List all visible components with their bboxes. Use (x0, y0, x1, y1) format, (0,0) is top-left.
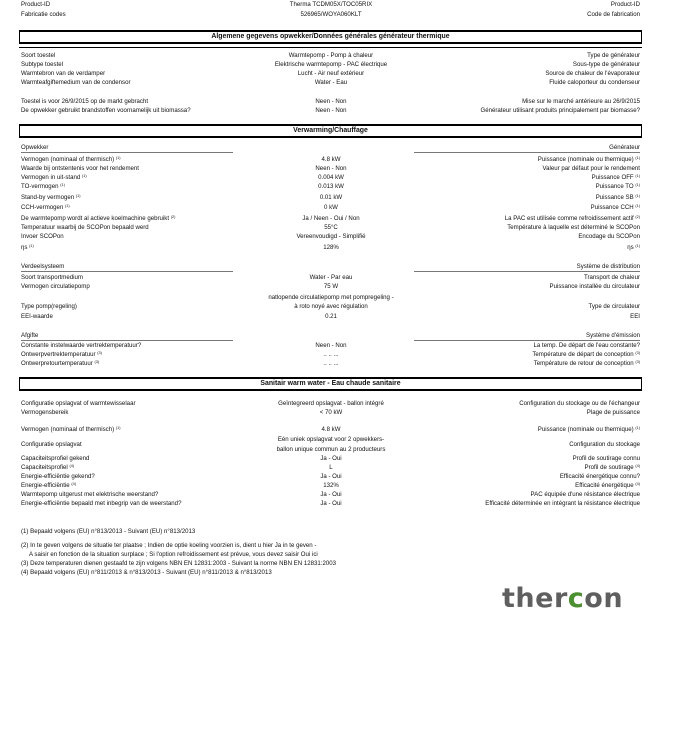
row-label-nl: Capaciteitsprofiel gekend (21, 455, 90, 462)
row-label-fr: Puissance (nominale ou thermique) (537, 156, 634, 163)
general-row (21, 106, 640, 115)
row-value: 0.01 kW (319, 194, 343, 201)
fab-codes-label-fr: Code de fabrication (587, 11, 640, 18)
row-value: Ja - Oui (320, 500, 342, 507)
row-label-fr: Puissance OFF (591, 174, 634, 181)
dhw-row (21, 490, 640, 499)
row-label-nl: Vermogen circulatiepomp (21, 283, 90, 290)
section-general-header: Algemene gegevens opwekker/Données générales générateur thermique (19, 30, 642, 44)
heating-row (21, 214, 640, 223)
row-label-fr: Puissance (nominale ou thermique) (537, 426, 634, 433)
row-value: L (329, 464, 333, 471)
footnote-ref: (2) (635, 215, 640, 219)
heating-row (21, 223, 640, 232)
row-label-nl: Invoer SCOPon (21, 233, 64, 240)
row-label-nl: Temperatuur waarbij de SCOPon bepaald werd (21, 224, 149, 231)
subsection-opwekker-nl: Opwekker (21, 144, 233, 153)
row-label-fr: La temp. De départ de l'eau constante? (533, 342, 640, 349)
row-value: .. .. ... (323, 351, 339, 358)
header-fab-codes-row (21, 10, 640, 19)
dhw-row (21, 472, 640, 481)
footnote-ref: (1) (75, 194, 81, 198)
product-id-label-nl: Product-ID (21, 1, 51, 8)
row-value: 0.004 kW (318, 174, 344, 181)
distribution-row (21, 273, 640, 282)
row-label-fr: Efficacité énergétique connu? (559, 473, 640, 480)
heating-row (21, 232, 640, 241)
row-label-nl: Energie-efficiëntie bepaald met inbegrip van de weerstand? (21, 500, 182, 507)
row-value: à roto noyé avec régulation (294, 303, 368, 310)
footnote-ref: (2) (170, 215, 176, 219)
heating-row (21, 164, 640, 173)
row-value: Warmtepomp - Pomp à chaleur (288, 52, 374, 59)
row-label-fr: Puissance CCH (590, 204, 634, 211)
row-label-fr: Puissance SB (595, 194, 634, 201)
row-value: .. .. ... (323, 360, 339, 367)
footnote-ref: (1) (635, 426, 640, 430)
row-value: 4.8 kW (321, 156, 341, 163)
row-label-nl: Soort transportmedium (21, 274, 83, 281)
dhw-row (21, 499, 640, 508)
row-value: Water - Eau (314, 79, 348, 86)
emission-row (21, 359, 640, 368)
section-divider (19, 47, 642, 48)
dhw-row (21, 399, 640, 408)
row-label-fr: Mise sur le marché antérieure au 26/9/2015 (522, 98, 640, 105)
subsection-emission-nl: Afgifte (21, 332, 233, 341)
footnote-ref: (3) (635, 351, 640, 355)
footnote-ref: (4) (69, 464, 75, 468)
row-label-nl: Configuratie opslagvat of warmtewisselaar (21, 400, 136, 407)
row-label-fr: Générateur utilisant produits principalement par biomasse? (480, 107, 640, 114)
footnote-ref: (1) (81, 174, 87, 178)
footnote-ref: (1) (635, 174, 640, 178)
row-label-nl: Soort toestel (21, 52, 56, 59)
row-label-fr: Profil de soutirage (584, 464, 634, 471)
row-label-fr: Configuration du stockage ou de l'échangeur (519, 400, 640, 407)
row-label-fr: Puissance installée du circulateur (549, 283, 640, 290)
subsection-distribution-nl: Verdeelsysteem (21, 263, 233, 272)
subsection-emission-fr: Système d'émission (414, 332, 640, 341)
heating-row (21, 182, 640, 191)
thercon-logo (502, 584, 623, 614)
row-label-fr: Configuration du stockage (569, 441, 640, 448)
row-label-fr: La PAC est utilisée comme refroidissement actif (504, 215, 634, 222)
section-dhw-header: Sanitair warm water - Eau chaude sanitaire (19, 377, 642, 391)
row-label-fr: Sous-type de générateur (572, 61, 640, 68)
row-label-fr: Efficacité énergétique (575, 482, 634, 489)
row-value: Ja / Neen - Oui / Non (302, 215, 360, 222)
row-value: 0.013 kW (318, 183, 344, 190)
row-label-nl: Ontwerpvertrektemperatuur (21, 351, 96, 358)
footnote-ref: (4) (71, 482, 77, 486)
footnote-1: (1) Bepaald volgens (EU) n°813/2013 - Suivant (EU) n°813/2013 (21, 528, 196, 535)
subsection-distribution-fr: Système de distribution (414, 263, 640, 272)
row-label-nl: Vermogen (nominaal of thermisch) (21, 426, 115, 433)
pump-type-row (21, 302, 640, 311)
row-value: Geïntegreerd opslagvat - ballon intégré (278, 400, 384, 407)
general-row (21, 69, 640, 78)
row-label-nl: Toestel is voor 26/9/2015 op de markt gebracht (21, 98, 149, 105)
row-value: Neen - Non (315, 342, 347, 349)
row-value: natlopende circulatiepomp met pompregeling - (268, 294, 394, 301)
heating-row (21, 173, 640, 182)
row-label-nl: Energie-efficiëntie gekend? (21, 473, 95, 480)
row-value: ballon unique commun au 2 producteurs (276, 446, 386, 453)
row-label-nl: Stand-by vermogen (21, 194, 75, 201)
row-label-fr: Efficacité déterminée en intégrant la résistance électrique (485, 500, 640, 507)
logo-part: ther (502, 583, 568, 614)
row-value: Vereenvoudigd - Simplifié (296, 233, 366, 240)
heating-row (21, 243, 640, 252)
footnote-ref: (1) (635, 183, 640, 187)
footnote-ref: (1) (60, 183, 65, 187)
row-label-fr: Type de générateur (587, 52, 640, 59)
row-label-fr: Encodage du SCOPon (578, 233, 640, 240)
product-id-value: Therma TCDM05X/TOC05RIX (289, 1, 373, 8)
row-label-fr: Type de circulateur (588, 303, 640, 310)
row-label-fr: Valeur par défaut pour le rendement (542, 165, 640, 172)
row-label-fr: Température de retour de conception (533, 360, 634, 367)
footnote-ref: (1) (635, 244, 640, 248)
general-row (21, 51, 640, 60)
row-value: Neen - Non (315, 98, 347, 105)
footnote-2-fr: A saisir en fonction de la situation surplace ; Si l'option refroidissement est prévue, vous devez saisir Oui ici (29, 551, 318, 558)
eei-row (21, 312, 640, 321)
fab-codes-label-nl: Fabricatie codes (21, 11, 66, 18)
footnote-ref: (3) (94, 360, 100, 364)
row-value: 75 W (323, 283, 339, 290)
dhw-row (21, 425, 640, 434)
footnote-ref: (1) (635, 156, 640, 160)
row-label-nl: Capaciteitsprofiel (21, 464, 68, 471)
row-value: Neen - Non (315, 107, 347, 114)
footnote-2: (2) In te geven volgens de situatie ter plaatse ; Indien de optie koeling voorzien is, dient u hier Ja in te geven - (21, 542, 317, 549)
row-value: Water - Par eau (309, 274, 353, 281)
row-value: 55°C (324, 224, 338, 231)
dhw-row (21, 408, 640, 417)
row-label-nl: Type pomp(regeling) (21, 303, 77, 310)
footnote-3: (3) Deze temperaturen dienen gestaafd te zijn volgens NBN EN 12831:2003 - Suivant la norme NBN EN 12831:2003 (21, 560, 337, 567)
footnote-ref: (1) (635, 194, 640, 198)
subsection-opwekker-fr: Générateur (414, 144, 640, 153)
row-label-nl: Ontwerpretourtemperatuur (21, 360, 93, 367)
row-label-nl: Vermogen in uit-stand (21, 174, 81, 181)
row-label-nl: De opwekker gebruikt brandstoffen voornamelijk uit biomassa? (21, 107, 191, 114)
dhw-storage-value-row (21, 445, 640, 454)
logo-part: on (584, 583, 624, 614)
row-value: Neen - Non (315, 165, 347, 172)
row-label-fr: Puissance TO (595, 183, 634, 190)
footnote-ref: (3) (97, 351, 102, 355)
emission-row (21, 341, 640, 350)
distribution-row (21, 282, 640, 291)
footnote-ref: (1) (115, 156, 121, 160)
footnote-ref: (1) (65, 204, 70, 208)
pump-type-value-row (21, 293, 640, 302)
row-label-nl: Subtype toestel (21, 61, 64, 68)
row-label-fr: ηs (627, 244, 634, 251)
row-label-nl: Vermogensbereik (21, 409, 69, 416)
row-label-nl: Constante instelwaarde vertrektemperatuur? (21, 342, 142, 349)
general-row (21, 78, 640, 87)
logo-part: c (567, 583, 585, 614)
row-label-fr: EEI (630, 313, 640, 320)
footnote-ref: (4) (635, 464, 640, 468)
row-value: Eén uniek opslagvat voor 2 opwekkers- (277, 436, 385, 443)
row-label-nl: TO-vermogen (21, 183, 59, 190)
row-value: 0 kW (324, 204, 338, 211)
heating-row (21, 203, 640, 212)
footnote-4: (4) Bepaald volgens (EU) n°811/2013 & n°813/2013 - Suivant (EU) n°811/2013 & n°813/2013 (21, 569, 272, 576)
product-id-label-fr: Product-ID (610, 1, 640, 8)
row-label-fr: Fluide caloporteur du condenseur (549, 79, 640, 86)
row-value: 132% (323, 482, 339, 489)
general-row (21, 60, 640, 69)
row-value: 4.8 kW (321, 426, 341, 433)
row-label-fr: Profil de soutirage connu (572, 455, 640, 462)
row-value: Lucht - Air neuf extérieur (297, 70, 365, 77)
footnote-ref: (3) (635, 360, 640, 364)
dhw-row (21, 481, 640, 490)
header-product-id-row (21, 0, 640, 9)
row-label-nl: Warmteafgiftemedium van de condensor (21, 79, 131, 86)
row-label-nl: EEI-waarde (21, 313, 53, 320)
row-label-fr: PAC équipée d'une résistance électrique (530, 491, 640, 498)
footnote-ref: (4) (635, 482, 640, 486)
row-value: 128% (323, 244, 339, 251)
dhw-row (21, 454, 640, 463)
row-label-nl: Warmtebron van de verdamper (21, 70, 106, 77)
row-label-nl: De warmtepomp wordt al actieve koelmachine gebruikt (21, 215, 170, 222)
footnote-ref: (1) (29, 244, 34, 248)
fab-codes-value: 526965/WOYA060KLT (300, 11, 362, 18)
row-label-nl: Vermogen (nominaal of thermisch) (21, 156, 115, 163)
row-label-fr: Transport de chaleur (583, 274, 640, 281)
general-row (21, 97, 640, 106)
row-value: Elektrische warmtepomp - PAC électrique (274, 61, 388, 68)
section-heating-header: Verwarming/Chauffage (19, 124, 642, 138)
row-label-fr: Plage de puissance (586, 409, 640, 416)
row-value: 0.21 (325, 313, 337, 320)
row-label-fr: Source de chaleur de l'évaporateur (545, 70, 640, 77)
heating-row (21, 193, 640, 202)
row-label-fr: Température de départ de conception (532, 351, 634, 358)
footnote-ref: (1) (115, 426, 121, 430)
row-label-nl: CCH-vermogen (21, 204, 64, 211)
row-label-nl: Waarde bij ontstentenis voor het rendement (21, 165, 139, 172)
row-value: Ja - Oui (320, 473, 342, 480)
row-label-nl: Configuratie opslagvat (21, 441, 82, 448)
heating-row (21, 155, 640, 164)
dhw-row (21, 463, 640, 472)
row-value: < 70 kW (319, 409, 343, 416)
row-value: Ja - Oui (320, 455, 342, 462)
footnote-ref: (1) (635, 204, 640, 208)
row-label-fr: Température à laquelle est déterminé le SCOPon (507, 224, 640, 231)
emission-row (21, 350, 640, 359)
row-label-nl: Energie-efficiëntie (21, 482, 70, 489)
row-label-nl: ηs (21, 244, 28, 251)
row-label-nl: Warmtepomp uitgerust met elektrische weerstand? (21, 491, 159, 498)
row-value: Ja - Oui (320, 491, 342, 498)
